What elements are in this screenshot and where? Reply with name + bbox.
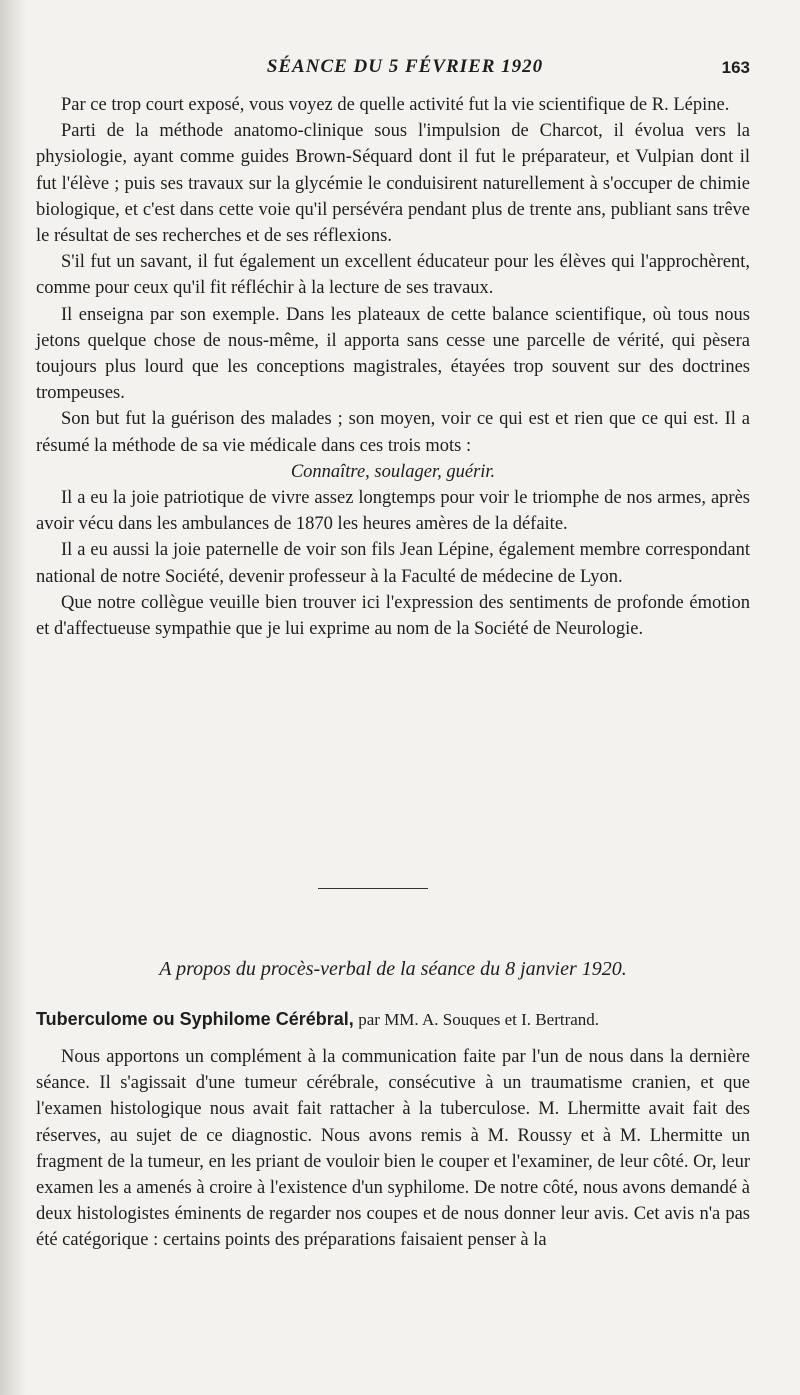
eulogy-text <box>36 92 750 642</box>
article-byline: par MM. A. Souques et I. Bertrand. <box>358 1010 600 1029</box>
page-header <box>60 52 750 82</box>
paragraph: Que notre collègue veuille bien trouver ici l'expression des sentiments de profonde émotion et d'affectueuse sympathie que je lui exprime au nom de la Société de Neurologie. <box>36 592 750 640</box>
running-title: SÉANCE DU 5 FÉVRIER 1920 <box>266 56 544 77</box>
article-body <box>36 1044 750 1254</box>
paragraph: Nous apportons un complément à la communication faite par l'un de nous dans la dernière séance. Il s'agissait d'une tumeur cérébrale, consécutive à un traumatisme cranien, et que l'examen histologique nous avait fait rattacher à la tuberculose. M. Lhermitte avait fait des réserves, au sujet de ce diagnostic. Nous avons remis à M. Roussy et à M. Lhermitte un fragment de la tumeur, en les priant de vouloir bien le couper et l'examiner, de leur côté. Or, leur examen les a amenés à croire à l'existence d'un syphilome. De notre côté, nous avons demandé à deux histologistes éminents de regarder nos coupes et de nous donner leur avis. Cet avis n'a pas été catégorique : certains points des préparations faisaient penser à la <box>36 1047 750 1251</box>
motto: Connaître, soulager, guérir. <box>290 461 496 482</box>
paragraph: Par ce trop court exposé, vous voyez de quelle activité fut la vie scientifique de R. Lépine. <box>61 95 730 115</box>
paragraph: S'il fut un savant, il fut également un excellent éducateur pour les élèves qui l'approchèrent, comme pour ceux qu'il fit réfléchir à la lecture de ses travaux. <box>36 252 750 299</box>
page-edge-shadow <box>0 0 26 1395</box>
paragraph: Il a eu aussi la joie paternelle de voir son fils Jean Lépine, également membre correspondant national de notre Société, devenir professeur à la Faculté de médecine de Lyon. <box>36 540 750 587</box>
page-number: 163 <box>721 58 750 77</box>
paragraph: Il a eu la joie patriotique de vivre assez longtemps pour voir le triomphe de nos armes, après avoir vécu dans les ambulances de 1870 les heures amères de la défaite. <box>36 488 750 535</box>
section-heading: A propos du procès-verbal de la séance du 8 janvier 1920. <box>159 958 627 980</box>
paragraph: Parti de la méthode anatomo-clinique sous l'impulsion de Charcot, il évolua vers la physiologie, ayant comme guides Brown-Séquard dont il fut le préparateur, et Vulpian dont il fut l'élève ; puis ses travaux sur la glycémie le conduisirent naturellement à s'occuper de chimie biologique, et c'est dans cette voie qu'il persévéra pendant plus de trente ans, publiant sans trêve le résultat de ses recherches et de ses réflexions. <box>36 121 750 247</box>
paragraph: Son but fut la guérison des malades ; son moyen, voir ce qui est et rien que ce qui est. Il a résumé la méthode de sa vie médicale dans ces trois mots : <box>36 409 750 456</box>
section-divider <box>318 888 428 889</box>
article-title: Tuberculome ou Syphilome Cérébral, <box>36 1009 354 1029</box>
paragraph: Il enseigna par son exemple. Dans les plateaux de cette balance scientifique, où tous nous jetons quelque chose de nous-même, il apporta sans cesse une parcelle de vérité, qui pèsera toujours plus lourd que les conceptions magistrales, étayées trop souvent sur des doctrines trompeuses. <box>36 304 750 404</box>
article-title-line <box>36 1009 750 1030</box>
